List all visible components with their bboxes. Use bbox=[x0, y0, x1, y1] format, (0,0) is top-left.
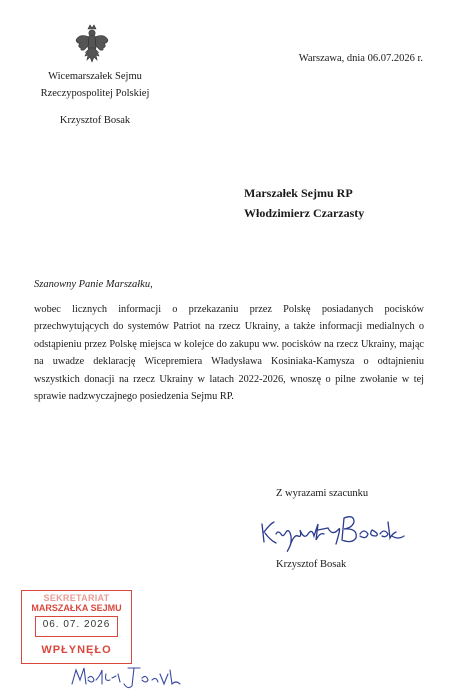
sender-title-line2: Rzeczypospolitej Polskiej bbox=[40, 88, 150, 99]
receipt-signature bbox=[66, 660, 186, 692]
stamp-line2: MARSZAŁKA SEJMU bbox=[31, 603, 122, 613]
recipient-line1: Marszałek Sejmu RP bbox=[244, 186, 353, 200]
recipient-block bbox=[244, 183, 364, 223]
polish-eagle-emblem-icon bbox=[74, 24, 110, 64]
received-stamp bbox=[21, 590, 132, 664]
sender-title-line1: Wicemarszałek Sejmu bbox=[48, 71, 142, 82]
salutation: Szanowny Panie Marszałku, bbox=[34, 279, 153, 290]
stamp-date: 06. 07. 2026 bbox=[42, 619, 111, 630]
stamp-line3: WPŁYNĘŁO bbox=[41, 644, 112, 656]
sender-name: Krzysztof Bosak bbox=[59, 115, 131, 126]
stamp-line1: SEKRETARIAT bbox=[43, 593, 110, 603]
letter-body: wobec licznych informacji o przekazaniu przez Polskę posiadanych pocisków przechwytujących do systemów Patriot na rzecz Ukrainy, a także informacji medialnych o odstąpieniu przez Polskę miejsca w kolejce do zakupu ww. pocisków na rzecz Ukrainy, mając na uwadze deklarację Wicepremiera Władysława Kosiniaka-Kamysza o odtajnieniu wszystkich donacji na rzecz Ukrainy w latach 2022-2026, wnoszę o pilne zwołanie w tej sprawie nadzwyczajnego posiedzenia Sejmu RP. bbox=[34, 304, 424, 403]
signer-name: Krzysztof Bosak bbox=[276, 559, 347, 570]
handwritten-signature bbox=[258, 510, 408, 560]
sender-block bbox=[30, 68, 160, 129]
recipient-line2: Włodzimierz Czarzasty bbox=[244, 206, 365, 220]
date-line: Warszawa, dnia 06.07.2026 r. bbox=[298, 53, 423, 64]
closing: Z wyrazami szacunku bbox=[276, 488, 369, 499]
